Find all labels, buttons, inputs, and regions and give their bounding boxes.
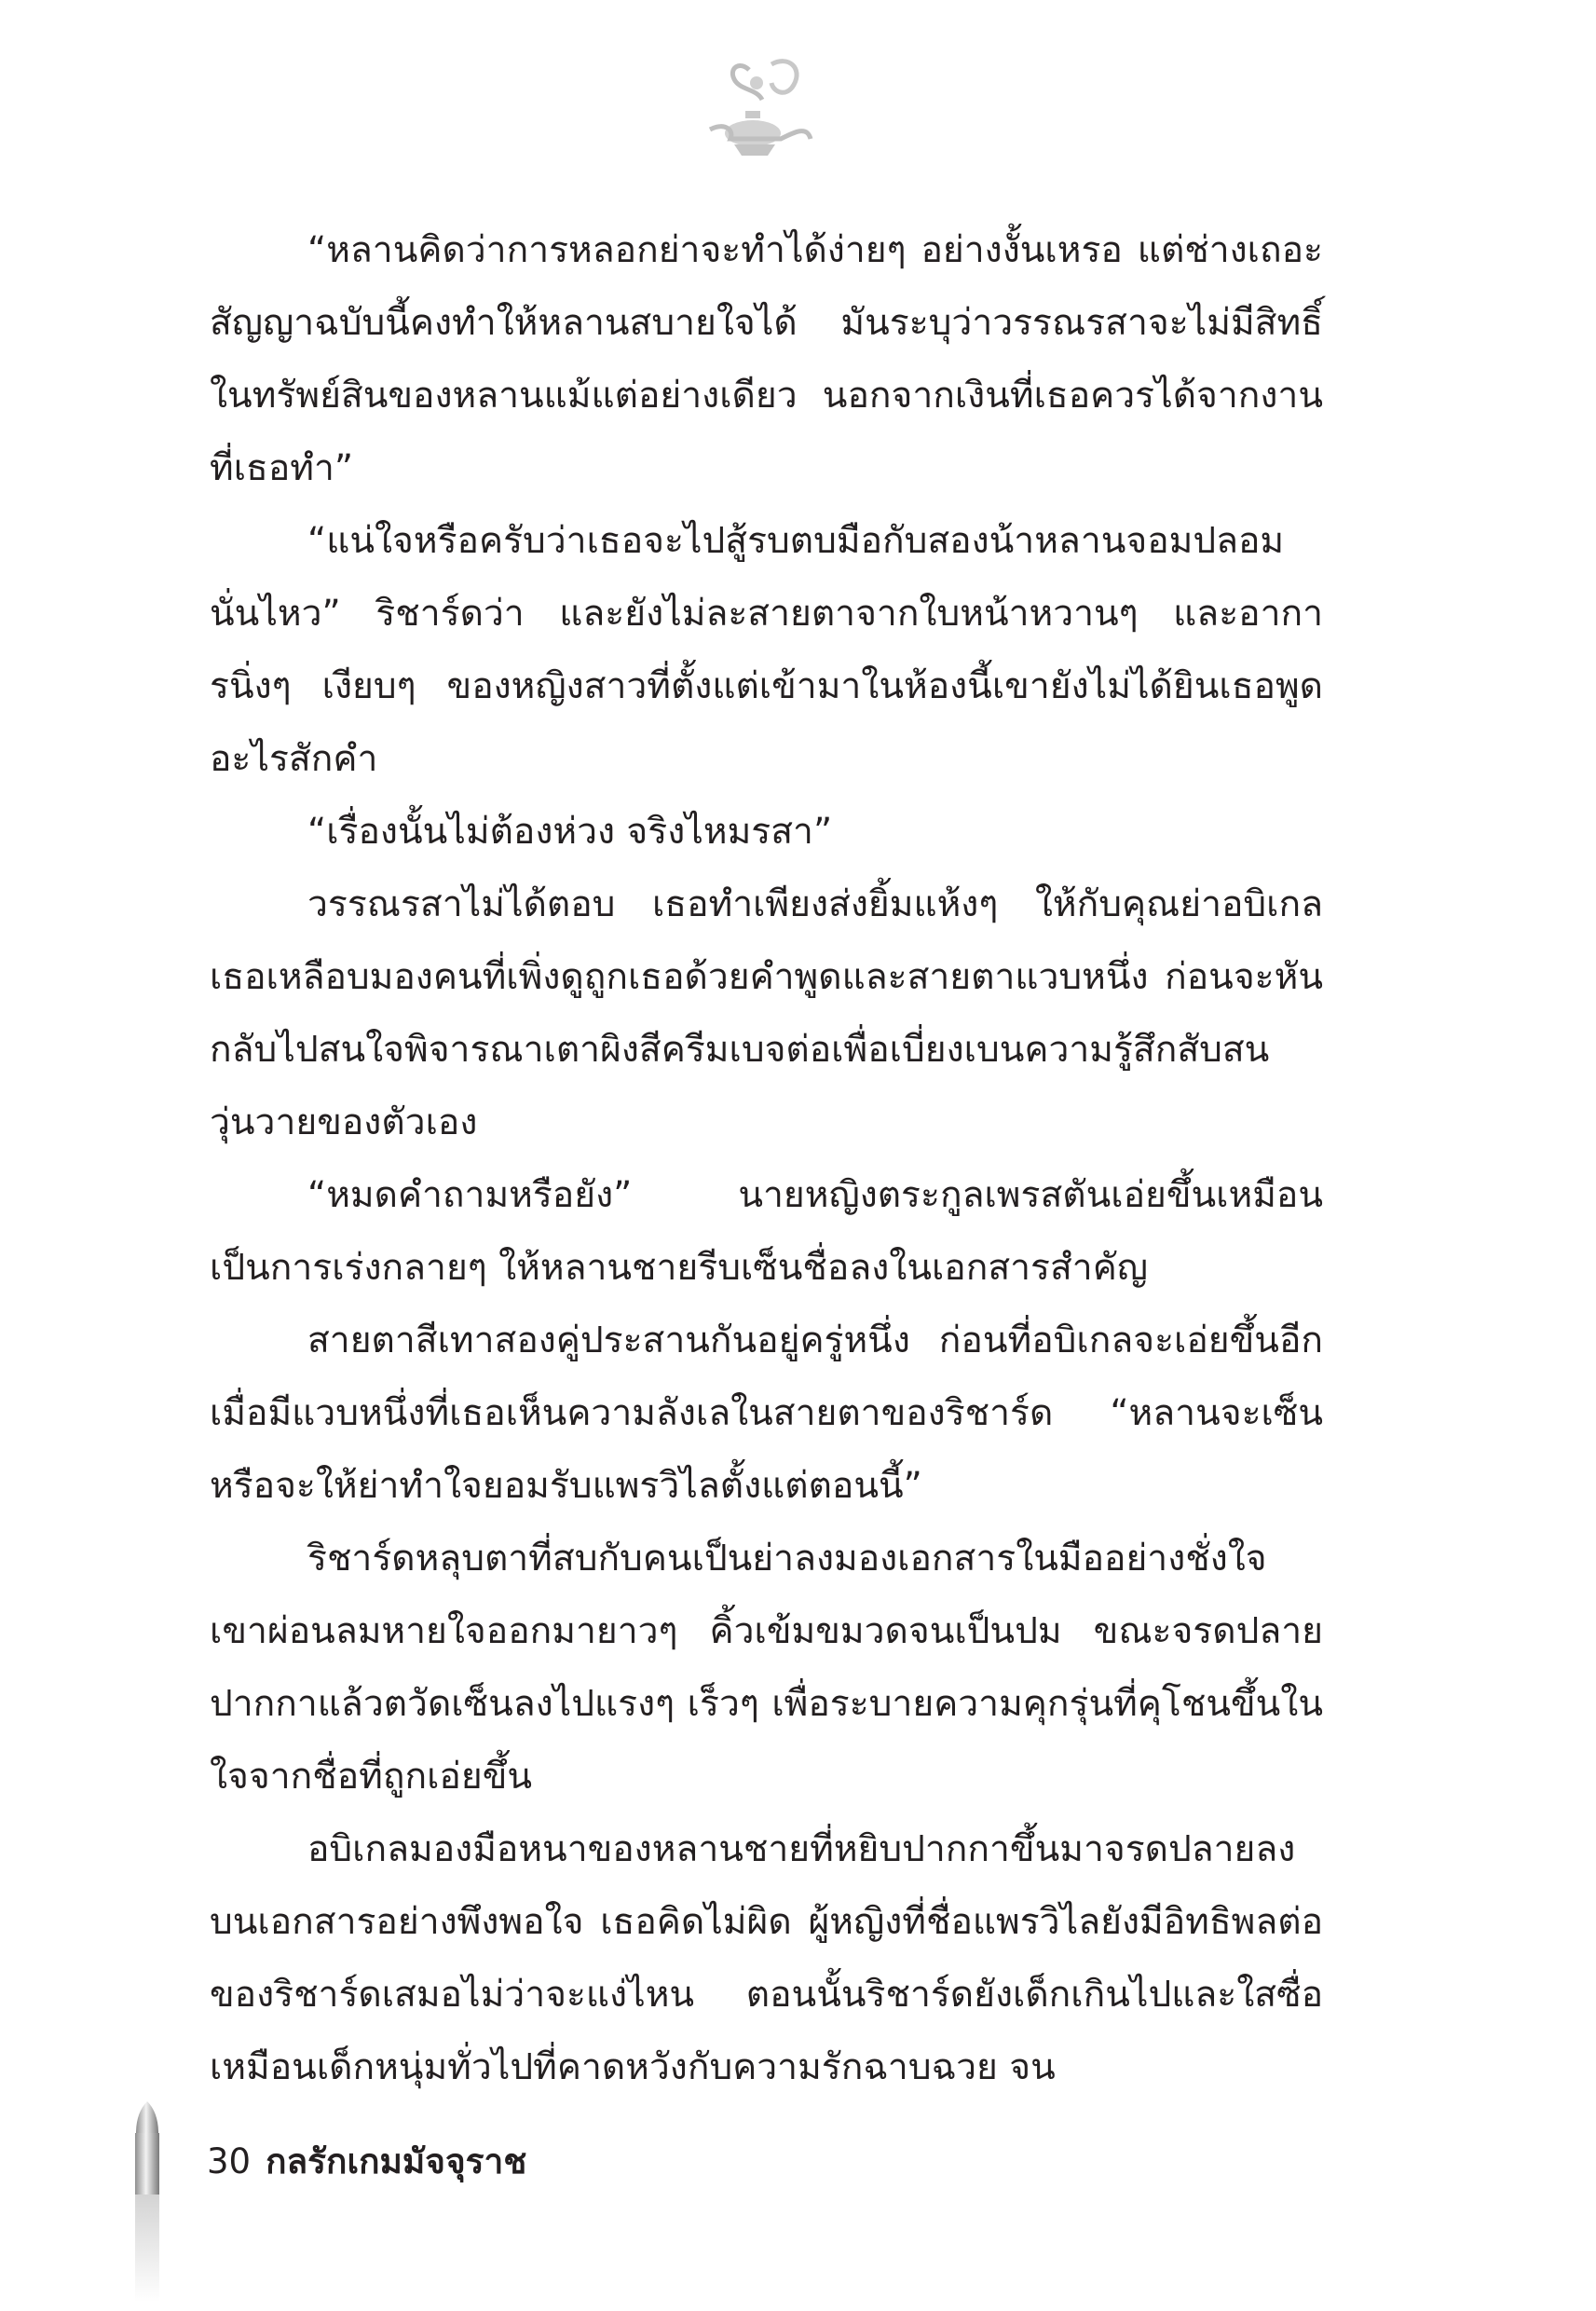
page-footer: [207, 2139, 526, 2185]
paragraph-1: “หลานคิดว่าการหลอกย่าจะทำได้ง่ายๆ อย่างงั้นเหรอ แต่ช่างเถอะ สัญญาฉบับนี้คงทำให้หลานสบายใจได้ มันระบุว่าวรรณรสาจะไม่มีสิทธิ์ในทรัพย์สินของหลานแม้แต่อย่างเดียว นอกจากเงินที่เธอควรได้จากงานที่เธอทำ”: [210, 229, 1323, 489]
paragraph-3: “เรื่องนั้นไม่ต้องห่วง จริงไหมรสา”: [307, 811, 833, 853]
paragraph-2: “แน่ใจหรือครับว่าเธอจะไปสู้รบตบมือกับสองน้าหลานจอมปลอมนั่นไหว” ริชาร์ดว่า และยังไม่ละสายตาจากใบหน้าหวานๆ และอาการนิ่งๆ เงียบๆ ของหญิงสาวที่ตั้งแต่เข้ามาในห้องนี้เขายังไม่ได้ยินเธอพูดอะไรสักคำ: [210, 520, 1323, 780]
paragraph-6: สายตาสีเทาสองคู่ประสานกันอยู่ครู่หนึ่ง ก่อนที่อบิเกลจะเอ่ยขึ้นอีก เมื่อมีแวบหนึ่งที่เธอเห็นความลังเลในสายตาของริชาร์ด “หลานจะเซ็นหรือจะให้ย่าทำใจยอมรับแพรวิไลตั้งแต่ตอนนี้”: [210, 1320, 1323, 1507]
bullet-icon: [132, 2101, 162, 2302]
paragraph-4: วรรณรสาไม่ได้ตอบ เธอทำเพียงส่งยิ้มแห้งๆ ให้กับคุณย่าอบิเกล เธอเหลือบมองคนที่เพิ่งดูถูกเธอด้วยคำพูดและสายตาแวบหนึ่ง ก่อนจะหันกลับไปสนใจพิจารณาเตาผิงสีครีมเบจต่อเพื่อเบี่ยงเบนความรู้สึกสับสนวุ่นวายของตัวเอง: [210, 883, 1323, 1143]
page-number: 30: [207, 2141, 252, 2181]
paragraph-7: ริชาร์ดหลุบตาที่สบกับคนเป็นย่าลงมองเอกสารในมืออย่างชั่งใจ เขาผ่อนลมหายใจออกมายาวๆ คิ้วเข้มขมวดจนเป็นปม ขณะจรดปลายปากกาแล้วตวัดเซ็นลงไปแรงๆ เร็วๆ เพื่อระบายความคุกรุ่นที่คุโชนขึ้นในใจจากชื่อที่ถูกเอ่ยขึ้น: [210, 1538, 1323, 1798]
book-title: กลรักเกมมัจจุราช: [266, 2141, 527, 2181]
body-text: [210, 214, 1323, 2104]
genie-lamp-icon: [691, 51, 822, 172]
paragraph-8: อบิเกลมองมือหนาของหลานชายที่หยิบปากกาขึ้นมาจรดปลายลงบนเอกสารอย่างพึงพอใจ เธอคิดไม่ผิด ผู้หญิงที่ชื่อแพรวิไลยังมีอิทธิพลต่อของริชาร์ดเสมอไม่ว่าจะแง่ไหน ตอนนั้นริชาร์ดยังเด็กเกินไปและใสซื่อเหมือนเด็กหนุ่มทั่วไปที่คาดหวังกับความรักฉาบฉวย จน: [210, 1828, 1323, 2088]
paragraph-5: “หมดคำถามหรือยัง” นายหญิงตระกูลเพรสตันเอ่ยขึ้นเหมือนเป็นการเร่งกลายๆ ให้หลานชายรีบเซ็นชื่อลงในเอกสารสำคัญ: [210, 1174, 1323, 1289]
